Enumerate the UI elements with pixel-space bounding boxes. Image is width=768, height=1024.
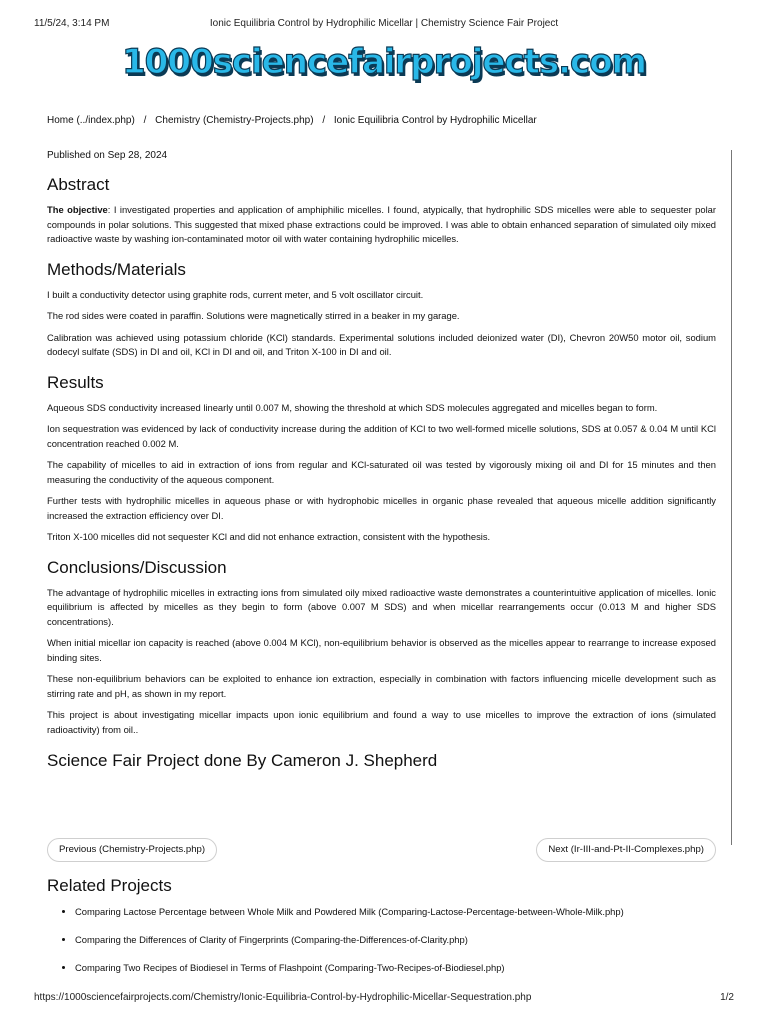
methods-paragraph: Calibration was achieved using potassium chloride (KCl) standards. Experimental solutions included deionized water (DI), Chevron 20W50 motor oil, sodium dodecyl sulfate (SDS) in DI and oil, KCl in DI and oil, and Triton X-100 in DI and oil.: [47, 331, 716, 357]
related-project-link[interactable]: Comparing Two Recipes of Biodiesel in Terms of Flashpoint (Comparing-Two-Recipes-of-Biodiesel.php): [75, 962, 505, 973]
conclusions-heading: Conclusions/Discussion: [47, 557, 227, 577]
conclusions-paragraph: These non-equilibrium behaviors can be exploited to enhance ion extraction, especially in combination with factors influencing micelle development such as stirring rate and pH, as shown in my report.: [47, 673, 716, 699]
methods-paragraph: I built a conductivity detector using graphite rods, current meter, and 5 volt oscillator circuit.: [47, 288, 424, 300]
article-content: [47, 150, 716, 771]
methods-heading: Methods/Materials: [47, 259, 186, 279]
results-heading: Results: [47, 372, 104, 392]
methods-section: [47, 260, 716, 360]
author-line: Science Fair Project done By Cameron J. Shepherd: [47, 751, 438, 770]
list-item: [75, 934, 716, 945]
breadcrumb-chemistry-link[interactable]: Chemistry (Chemistry-Projects.php): [155, 115, 314, 126]
content-divider-line: [731, 150, 732, 845]
breadcrumb-home-link[interactable]: Home (../index.php): [47, 115, 135, 126]
results-paragraph: Aqueous SDS conductivity increased linearly until 0.007 M, showing the threshold at which SDS molecules aggregated and micelles began to form.: [47, 401, 658, 413]
site-logo[interactable]: 1000sciencefairprojects.com: [122, 42, 646, 82]
breadcrumb-separator: /: [322, 115, 326, 126]
results-paragraph: Triton X-100 micelles did not sequester KCl and did not enhance extraction, consistent with the hypothesis.: [47, 531, 491, 542]
objective-label: The objective: [47, 204, 108, 215]
print-page-number: 1/2: [720, 992, 734, 1003]
breadcrumb-current: Ionic Equilibria Control by Hydrophilic Micellar: [333, 115, 537, 126]
previous-button[interactable]: Previous (Chemistry-Projects.php): [47, 838, 217, 862]
related-projects-section: [47, 876, 716, 990]
list-item: [75, 962, 716, 973]
objective-text: : I investigated properties and application of amphiphilic micelles. I found, atypically, that hydrophilic SDS micelles were able to sequester polar compounds in polar solutions. This suggested that mixed phase extractions could be improved. I was able to obtain enhanced separation of simulated oily mixed radioactive waste by washing ion-contaminated motor oil with water containing hydrophilic micelles.: [47, 204, 716, 244]
breadcrumb: [47, 115, 537, 126]
related-projects-list: [47, 906, 716, 973]
results-paragraph: Further tests with hydrophilic micelles in aqueous phase or with hydrophobic micelles in organic phase revealed that aqueous micelle addition significantly increased the extraction efficiency over DI.: [47, 495, 716, 521]
abstract-heading: Abstract: [47, 175, 110, 194]
results-paragraph: The capability of micelles to aid in extraction of ions from regular and KCl-saturated oil was tested by vigorously mixing oil and DI for 15 minutes and then measuring the conductivity of the aqueous component.: [47, 459, 716, 485]
conclusions-paragraph: This project is about investigating micellar impacts upon ionic equilibrium and found a way to use micelles to improve the extraction of ions (simulated radioactivity) from oil..: [47, 709, 716, 735]
breadcrumb-separator: /: [143, 115, 147, 126]
results-paragraph: Ion sequestration was evidenced by lack of conductivity increase during the addition of KCl to two well-formed micelle solutions, SDS at 0.057 & 0.04 M until KCl concentration reached 0.002 M.: [47, 423, 716, 449]
related-project-link[interactable]: Comparing the Differences of Clarity of Fingerprints (Comparing-the-Differences-of-Clarity.php): [75, 934, 468, 945]
abstract-paragraph: [47, 203, 716, 247]
print-header: [34, 18, 734, 32]
print-url: https://1000sciencefairprojects.com/Chemistry/Ionic-Equilibria-Control-by-Hydrophilic-Micellar-Sequestration.php: [34, 992, 532, 1003]
related-project-link[interactable]: Comparing Lactose Percentage between Whole Milk and Powdered Milk (Comparing-Lactose-Percentage-between-Whole-Milk.php): [75, 906, 624, 917]
published-date: Published on Sep 28, 2024: [47, 150, 168, 161]
results-section: [47, 373, 716, 545]
conclusions-paragraph: The advantage of hydrophilic micelles in extracting ions from simulated oily mixed radioactive waste demonstrates a counterintuitive application of micelles. Ionic equilibrium is affected by micelles as they begin to form (above 0.007 M SDS) and when micellar rearrangements occur (0.013 M and higher SDS concentrations).: [47, 586, 716, 627]
conclusions-section: [47, 558, 716, 738]
list-item: [75, 906, 716, 917]
next-button[interactable]: Next (Ir-III-and-Pt-II-Complexes.php): [536, 838, 716, 862]
conclusions-paragraph: When initial micellar ion capacity is reached (above 0.004 M KCl), non-equilibrium behavior is observed as the micelles appear to rearrange to increase exposed binding sites.: [47, 637, 716, 663]
print-page-title: Ionic Equilibria Control by Hydrophilic Micellar | Chemistry Science Fair Project: [209, 18, 559, 29]
print-datetime: 11/5/24, 3:14 PM: [34, 18, 110, 29]
abstract-section: [47, 175, 716, 247]
pagination: [47, 838, 716, 862]
related-projects-heading: Related Projects: [47, 876, 172, 895]
methods-paragraph: The rod sides were coated in paraffin. Solutions were magnetically stirred in a beaker in my garage.: [47, 310, 460, 321]
